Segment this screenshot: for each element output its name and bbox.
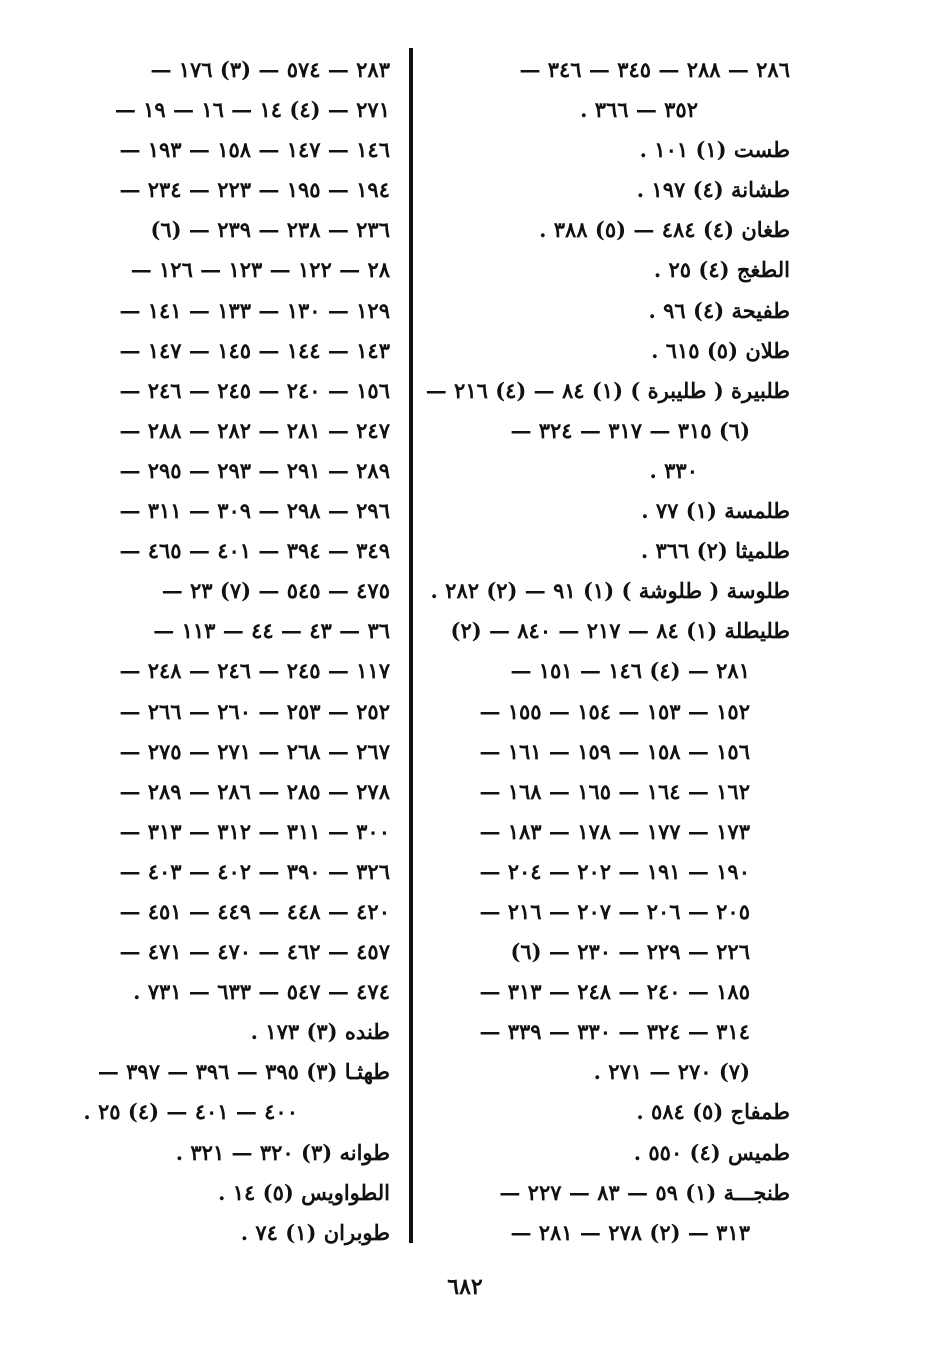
index-line: ٣١٤ — ٣٢٤ — ٣٣٠ — ٣٣٩ — xyxy=(479,1019,750,1045)
index-line: طليطلة (١) ٨٤ — ٢١٧ — ٨٤٠ — (٢) xyxy=(450,618,790,644)
index-line: طشانة (٤) ١٩٧ . xyxy=(636,177,790,203)
index-line: طلوسة ( طلوشة ) (١) ٩١ — (٢) ٢٨٢ . xyxy=(430,578,790,604)
index-column-left xyxy=(45,50,390,1253)
index-line: الطواويس (٥) ١٤ . xyxy=(218,1179,390,1205)
index-line: طست (١) ١٠١ . xyxy=(639,137,790,163)
index-line: طوانه (٣) ٣٢٠ — ٣٢١ . xyxy=(175,1139,390,1165)
index-line: ٤٥٧ — ٤٦٢ — ٤٧٠ — ٤٧١ — xyxy=(119,939,390,965)
index-line: طوبران (١) ٧٤ . xyxy=(240,1219,390,1245)
page-number: ٦٨٢ xyxy=(447,1274,483,1300)
index-line: ٢٩٦ — ٢٩٨ — ٣٠٩ — ٣١١ — xyxy=(119,498,390,524)
index-line: ١٤٦ — ١٤٧ — ١٥٨ — ١٩٣ — xyxy=(119,137,390,163)
index-line: الطغج (٤) ٢٥ . xyxy=(653,257,790,283)
index-line: طفيحة (٤) ٩٦ . xyxy=(648,297,790,323)
index-line: ٢٨١ — (٤) ١٤٦ — ١٥١ — xyxy=(510,658,750,684)
index-line: ١٦٢ — ١٦٤ — ١٦٥ — ١٦٨ — xyxy=(479,778,750,804)
index-line: ٣٦ — ٤٣ — ٤٤ — ١١٣ — xyxy=(153,618,390,644)
index-line: ٢٦٧ — ٢٦٨ — ٢٧١ — ٢٧٥ — xyxy=(119,738,390,764)
index-line: ١٢٩ — ١٣٠ — ١٣٣ — ١٤١ — xyxy=(119,297,390,323)
index-line: ٢٤٧ — ٢٨١ — ٢٨٢ — ٢٨٨ — xyxy=(119,417,390,443)
index-line: ١٤٣ — ١٤٤ — ١٤٥ — ١٤٧ — xyxy=(119,337,390,363)
index-line: (٧) ٢٧٠ — ٢٧١ . xyxy=(593,1059,750,1085)
index-line: ٢٨ — ١٢٢ — ١٢٣ — ١٢٦ — xyxy=(130,257,390,283)
index-line: ٢٧٨ — ٢٨٥ — ٢٨٦ — ٢٨٩ — xyxy=(119,778,390,804)
index-line: ١٥٢ — ١٥٣ — ١٥٤ — ١٥٥ — xyxy=(479,698,750,724)
index-line: ٣٥٢ — ٣٦٦ . xyxy=(580,97,698,123)
index-line: ١١٧ — ٢٤٥ — ٢٤٦ — ٢٤٨ — xyxy=(119,658,390,684)
index-line: ٣٠٠ — ٣١١ — ٣١٢ — ٣١٣ — xyxy=(119,818,390,844)
index-line: ٣١٣ — (٢) ٢٧٨ — ٢٨١ — xyxy=(510,1219,750,1245)
index-line: ٢٢٦ — ٢٢٩ — ٢٣٠ — (٦) xyxy=(510,939,750,965)
index-line: طلبيرة ( طليبرة ) (١) ٨٤ — (٤) ٢١٦ — xyxy=(425,377,790,403)
index-line: ١٩٤ — ١٩٥ — ٢٢٣ — ٢٣٤ — xyxy=(119,177,390,203)
index-line: ٢٨٦ — ٢٨٨ — ٣٤٥ — ٣٤٦ — xyxy=(519,57,790,82)
index-line: ١٨٥ — ٢٤٠ — ٢٤٨ — ٣١٣ — xyxy=(479,979,750,1005)
index-line: ٤٠٠ — ٤٠١ — (٤) ٢٥ . xyxy=(83,1099,298,1125)
index-line: ٢٧١ — (٤) ١٤ — ١٦ — ١٩ — xyxy=(114,97,390,123)
index-line: طميس (٤) ٥٥٠ . xyxy=(633,1139,790,1165)
index-line: ٤٢٠ — ٤٤٨ — ٤٤٩ — ٤٥١ — xyxy=(119,898,390,924)
index-line: (٦) ٣١٥ — ٣١٧ — ٣٢٤ — xyxy=(510,417,750,443)
index-column-right xyxy=(425,50,790,1253)
index-line: طلان (٥) ٦١٥ . xyxy=(651,337,790,363)
index-line: ٤٧٤ — ٥٤٧ — ٦٣٣ — ٧٣١ . xyxy=(133,979,390,1005)
index-line: ٣٢٦ — ٣٩٠ — ٤٠٢ — ٤٠٣ — xyxy=(119,858,390,884)
index-line: طنجـــة (١) ٥٩ — ٨٣ — ٢٢٧ — xyxy=(499,1179,790,1205)
index-line: طلميثا (٢) ٣٦٦ . xyxy=(640,538,790,564)
index-line: ١٩٠ — ١٩١ — ٢٠٢ — ٢٠٤ — xyxy=(479,858,750,884)
index-line: ٢٣٦ — ٢٣٨ — ٢٣٩ — (٦) xyxy=(150,217,390,243)
index-line: طنده (٣) ١٧٣ . xyxy=(250,1019,390,1045)
index-line: ١٥٦ — ١٥٨ — ١٥٩ — ١٦١ — xyxy=(479,738,750,764)
index-line: ٢٨٣ — ٥٧٤ — (٣) ١٧٦ — xyxy=(150,57,390,82)
index-line: ٣٤٩ — ٣٩٤ — ٤٠١ — ٤٦٥ — xyxy=(119,538,390,564)
index-line: ٣٣٠ . xyxy=(649,457,698,483)
index-line: طمفاج (٥) ٥٨٤ . xyxy=(636,1099,790,1125)
index-line: ٢٥٢ — ٢٥٣ — ٢٦٠ — ٢٦٦ — xyxy=(119,698,390,724)
index-line: ٤٧٥ — ٥٤٥ — (٧) ٢٣ — xyxy=(161,578,390,604)
column-divider xyxy=(409,48,413,1243)
index-line: ٢٠٥ — ٢٠٦ — ٢٠٧ — ٢١٦ — xyxy=(479,898,750,924)
index-line: ١٥٦ — ٢٤٠ — ٢٤٥ — ٢٤٦ — xyxy=(119,377,390,403)
index-line: طلمسة (١) ٧٧ . xyxy=(641,498,790,524)
index-line: ٢٨٩ — ٢٩١ — ٢٩٣ — ٢٩٥ — xyxy=(119,457,390,483)
index-line: طهثـا (٣) ٣٩٥ — ٣٩٦ — ٣٩٧ — xyxy=(97,1059,390,1085)
index-line: طغان (٤) ٤٨٤ — (٥) ٣٨٨ . xyxy=(539,217,790,243)
index-line: ١٧٣ — ١٧٧ — ١٧٨ — ١٨٣ — xyxy=(479,818,750,844)
